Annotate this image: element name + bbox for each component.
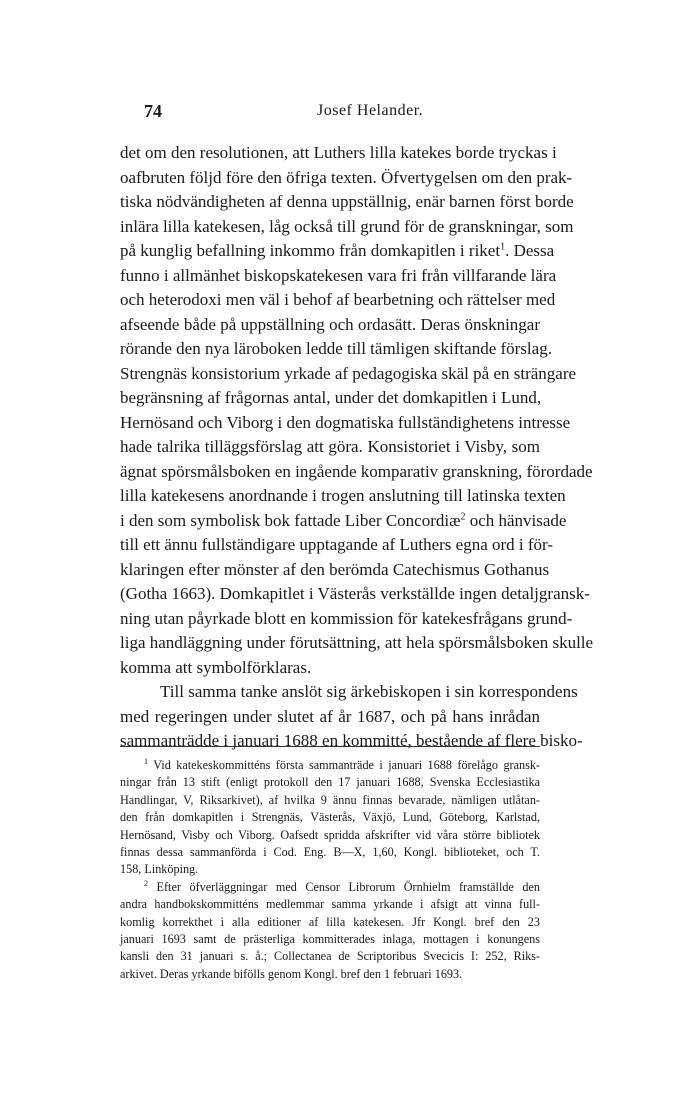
footnote-text: Efter öfverläggningar med Censor Librorum Örnhielm framställde den: [148, 879, 540, 894]
body-line: inlära lilla katekesen, låg också till grund för de granskningar, som: [120, 216, 574, 236]
body-line: begränsning af frågornas antal, under det domkapitlen i Lund,: [120, 388, 542, 407]
footnote-line: Handlingar, V, Riksarkivet), af hvilka 9 ännu finnas bevarade, nämligen utlåtan-: [120, 792, 540, 807]
footnote-reference: 2: [460, 510, 466, 522]
body-line: ning utan påyrkade blott en kommission för katekesfrågans grund-: [120, 608, 573, 628]
footnote-text: Vid katekeskommitténs första sammanträde i januari 1688 förelågo gransk-: [148, 758, 540, 772]
body-line-with-footnote-ref: [120, 509, 567, 534]
body-line: Strengnäs konsistorium yrkade af pedagogiska skäl på en strängare: [120, 363, 577, 383]
footnote-line: andra handbokskommitténs medlemmar samma yrkande i afsigt att vinna full-: [120, 897, 540, 912]
body-line: tiska nödvändigheten af denna uppställnig, enär barnen först borde: [120, 192, 574, 211]
running-head: Josef Helander.: [317, 102, 424, 119]
footnote-line: den från domkapitlen i Strengnäs, Västerås, Växjö, Lund, Göteborg, Karlstad,: [120, 810, 540, 825]
body-line-with-footnote-ref: [120, 239, 555, 264]
body-line: funno i allmänhet biskopskatekesen vara fri från villfarande lära: [120, 265, 557, 285]
page-number: 74: [144, 101, 162, 121]
footnote-2-first-line: [120, 879, 540, 896]
body-line: klaringen efter mönster af den berömda Catechismus Gothanus: [120, 559, 550, 579]
body-line-text: i den som symbolisk bok fattade Liber Concordiæ: [120, 510, 461, 530]
body-line: komma att symbolförklaras.: [120, 657, 312, 677]
body-line: sammanträdde i januari 1688 en kommitté, bestående af flere bisko-: [120, 731, 583, 750]
footnote-line: finnas dessa sammanförda i Cod. Eng. B—X, 1,60, Kongl. biblioteket, och T.: [120, 844, 540, 859]
body-line-paragraph-start: Till samma tanke anslöt sig ärkebiskopen i sin korrespondens: [160, 682, 578, 701]
footnote-mark: 1: [144, 756, 148, 766]
body-line-text: på kunglig befallning inkommo från domkapitlen i riket: [120, 241, 501, 260]
footnote-1-first-line: [120, 757, 540, 774]
body-line: med regeringen under slutet af år 1687, och på hans inrådan: [120, 706, 540, 726]
footnote-line: kansli den 31 januari s. å.; Collectanea de Scriptoribus Svecicis I: 252, Riks-: [120, 949, 540, 964]
footnote-divider: [120, 746, 540, 747]
footnote-line: januari 1693 samt de prästerliga kommitterades inlaga, mottagen i konungens: [120, 931, 540, 946]
body-line: Hernösand och Viborg i den dogmatiska fullständighetens intresse: [120, 412, 571, 432]
body-line: till ett ännu fullständigare upptagande af Luthers egna ord i för-: [120, 535, 554, 554]
footnote-line: 158, Linköping.: [120, 862, 199, 877]
body-line: liga handläggning under förutsättning, att hela spörsmålsboken skulle: [120, 633, 594, 652]
footnote-line: komlig korrekthet i alla editioner af lilla katekesen. Jfr Kongl. bref den 23: [120, 914, 540, 929]
body-line-tail: och hänvisade: [465, 510, 567, 530]
body-line: afseende både på uppställning och ordasätt. Deras önskningar: [120, 314, 540, 334]
footnote-reference: 1: [500, 241, 506, 253]
footnote-line: Hernösand, Visby och Viborg. Oafsedt spridda afskrifter vid våra större bibliotek: [120, 827, 540, 842]
body-line: lilla katekesens anordnande i trogen anslutning till latinska texten: [120, 486, 566, 505]
body-line: (Gotha 1663). Domkapitlet i Västerås verkställde ingen detaljgransk-: [120, 584, 590, 603]
footnotes: [120, 757, 540, 983]
body-line: oafbruten följd före den öfriga texten. Öfvertygelsen om den prak-: [120, 167, 573, 187]
body-line-tail: . Dessa: [505, 241, 555, 260]
body-line: hade talrika tilläggsförslag att göra. Konsistoriet i Visby, som: [120, 437, 540, 456]
page-header: [144, 101, 548, 125]
body-line: och heterodoxi men väl i behof af bearbetning och rättelser med: [120, 290, 556, 309]
body-line: rörande den nya läroboken ledde till tämligen skiftande förslag.: [120, 339, 552, 358]
footnote-line: arkivet. Deras yrkande bifölls genom Kongl. bref den 1 februari 1693.: [120, 966, 463, 981]
footnote-line: ningar från 13 stift (enligt protokoll den 17 januari 1688, Svenska Ecclesiastika: [120, 775, 540, 790]
body-text: [120, 141, 594, 754]
body-line: ägnat spörsmålsboken en ingående komparativ granskning, förordade: [120, 461, 593, 481]
footnote-mark: 2: [144, 878, 148, 888]
body-line: det om den resolutionen, att Luthers lilla katekes borde tryckas i: [120, 143, 557, 162]
